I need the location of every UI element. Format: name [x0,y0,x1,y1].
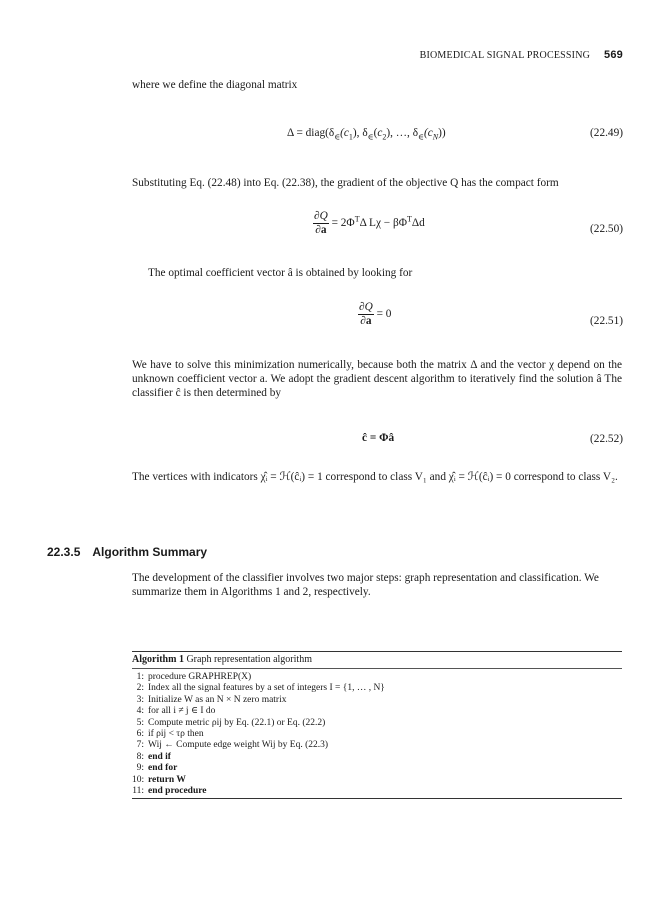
algorithm-line [132,706,622,717]
algorithm-line-number: 11: [132,786,144,797]
algorithm-line-text: if ρij < τρ then [148,729,204,740]
equation-number-22-51: (22.51) [590,315,623,327]
algorithm-line [132,683,622,694]
section-number: 22.3.5 [47,545,81,559]
fraction-dq-da: $\frac{\partial Q}{\partial a}$ [314,210,328,236]
paragraph-diagonal-intro: where we define the diagonal matrix [132,79,298,91]
fraction-dq-da: $\frac{\partial Q}{\partial a}$ [359,301,373,327]
algorithm-line-text: procedure GRAPHREP(X) [148,672,252,682]
algorithm-line [132,718,622,729]
algorithm-line-number: 8: [136,751,144,762]
running-header [420,49,623,61]
algorithm-caption [132,652,622,669]
algorithm-line [132,752,622,763]
paragraph-minimization: We have to solve this minimization numerically, because both the matrix Δ and the vector χ depend on the unknown coefficient vector a. We adopt the gradient descent algorithm to iteratively find the solution â The classifier ĉ is then determined by [132,359,622,399]
algorithm-line-number: 1: [136,672,144,682]
algorithm-lines [132,669,622,798]
algorithm-line-text: end for [148,763,178,774]
algorithm-line-number: 9: [136,763,144,774]
equation-22-52: ĉ = Φâ [362,432,395,444]
algorithm-line [132,775,622,786]
paragraph-substituting: Substituting Eq. (22.48) into Eq. (22.38), the gradient of the objective Q has the compact form [132,177,559,189]
algorithm-line [132,695,622,706]
algorithm-line [132,740,622,751]
algorithm-line-text: return W [148,774,186,785]
equation-number-22-50: (22.50) [590,223,623,235]
algorithm-line-text: end procedure [148,786,207,797]
algorithm-line-number: 5: [136,717,144,728]
algorithm-line-text: Wij ← Compute edge weight Wij by Eq. (22.3) [148,740,329,751]
section-heading [47,545,207,559]
algorithm-line [132,763,622,774]
algorithm-line-text: Compute metric ρij by Eq. (22.1) or Eq. (22.2) [148,717,326,728]
algorithm-line-number: 4: [136,706,144,717]
algorithm-box [132,651,622,799]
equation-22-51: $\frac{\partial Q}{\partial a}$ = 0 [359,301,392,327]
algorithm-line [132,729,622,740]
page-number: 569 [604,49,623,61]
equation-number-22-49: (22.49) [590,127,623,139]
algorithm-line-text: end if [148,751,171,762]
algorithm-line-number: 2: [136,683,144,694]
paragraph-optimal-coefficient: The optimal coefficient vector â is obtained by looking for [148,267,413,279]
algorithm-line-number: 10: [132,774,145,785]
equation-22-49: $\Delta = diag(\delta_\in(c_1)$, $\delta_\in(c_2)$, …, $\delta_\in(c_N)$) [287,127,446,142]
algorithm-line-number: 3: [136,694,144,705]
equation-22-50: $\frac{\partial Q}{\partial a}$ = $2\Phi^T\Delta$ $L\chi - \beta\Phi^T\Delta d$ [314,210,425,236]
algorithm-line-number: 6: [136,729,144,740]
equation-number-22-52: (22.52) [590,433,623,445]
paragraph-vertices: The vertices with indicators χ̂ᵢ = ℋ(ĉᵢ) = 1 correspond to class V₁ and χ̂ᵢ = ℋ(ĉᵢ) = 0 correspond to class V₂. [132,471,618,483]
algorithm-line-text: for all i ≠ j ∈ I do [148,706,216,717]
algorithm-line [132,786,622,797]
algorithm-line-text: Index all the signal features by a set of integers I = {1, … , N} [148,683,385,694]
algorithm-line-number: 7: [136,740,144,751]
algorithm-label: Algorithm 1 [132,654,184,665]
running-title: BIOMEDICAL SIGNAL PROCESSING [419,50,591,61]
algorithm-line [132,672,622,683]
paragraph-summary: The development of the classifier involves two major steps: graph representation and classification. We summarize them in Algorithms 1 and 2, respectively. [132,572,599,598]
algorithm-caption-text: Graph representation algorithm [186,654,312,665]
section-title: Algorithm Summary [92,545,208,559]
algorithm-line-text: Initialize W as an N × N zero matrix [148,694,287,705]
